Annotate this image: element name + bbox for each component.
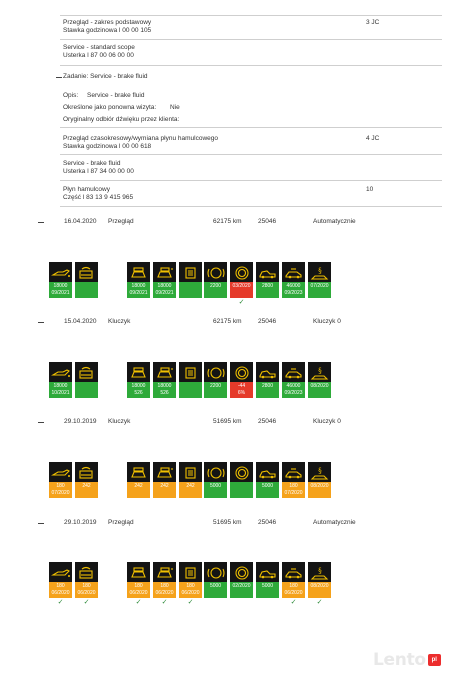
front-brake-pad-icon bbox=[127, 562, 150, 582]
status-value: 18000 bbox=[131, 383, 146, 389]
brake-disc-icon bbox=[204, 562, 227, 582]
status-value: 02/2020 bbox=[232, 583, 251, 589]
service-status bbox=[127, 582, 150, 598]
service-status bbox=[282, 482, 305, 498]
check-mark-icon: ✓ bbox=[290, 599, 297, 606]
status-value: 06/2020 bbox=[155, 589, 174, 596]
svg-text:§: § bbox=[317, 366, 322, 375]
inspection-icon bbox=[308, 262, 331, 282]
service-box bbox=[153, 562, 176, 598]
service-status bbox=[230, 582, 253, 598]
service-box bbox=[49, 362, 72, 398]
vehicle-check-icon bbox=[256, 262, 279, 282]
svg-text:§: § bbox=[317, 266, 322, 275]
brake-fluid-icon bbox=[230, 562, 253, 582]
brake-disc-icon bbox=[204, 262, 227, 282]
record-date: 29.10.2019 bbox=[64, 519, 97, 526]
status-value: 526 bbox=[160, 389, 169, 396]
item-sub: Usterka l 87 00 06 00 00 bbox=[63, 52, 134, 59]
status-value: 242 bbox=[82, 483, 91, 489]
service-box bbox=[204, 362, 227, 398]
service-box bbox=[179, 462, 202, 498]
service-status bbox=[308, 482, 331, 498]
status-value: 180 bbox=[56, 483, 65, 489]
item-sub: Stawka godzinowa l 00 00 618 bbox=[63, 143, 152, 150]
status-value: 2200 bbox=[209, 383, 222, 389]
desc-value: Service - brake fluid bbox=[87, 92, 145, 99]
service-box bbox=[308, 562, 331, 598]
service-status bbox=[308, 582, 331, 598]
item-sub: Stawka godzinowa l 00 00 105 bbox=[63, 27, 152, 34]
service-status bbox=[75, 582, 98, 598]
record-date: 16.04.2020 bbox=[64, 218, 97, 225]
service-status bbox=[179, 582, 202, 598]
vehicle-check-icon bbox=[256, 562, 279, 582]
status-value: 18000 bbox=[53, 283, 68, 289]
vehicle-check-icon bbox=[256, 362, 279, 382]
item-sub: Usterka l 87 34 00 00 00 bbox=[63, 168, 134, 175]
brake-fluid-icon bbox=[230, 262, 253, 282]
service-status bbox=[75, 482, 98, 498]
status-value: 08/2020 bbox=[310, 483, 329, 489]
status-value: 5000 bbox=[261, 583, 274, 589]
item-qty: 3 JC bbox=[366, 19, 380, 26]
service-box bbox=[204, 262, 227, 298]
oil-level-icon bbox=[75, 362, 98, 382]
service-box bbox=[75, 362, 98, 398]
service-status bbox=[75, 382, 98, 398]
status-value: 18000 bbox=[53, 383, 68, 389]
service-box bbox=[75, 262, 98, 298]
record-code: 25046 bbox=[258, 519, 277, 526]
record-collapse-toggle[interactable] bbox=[38, 523, 44, 524]
service-box bbox=[127, 362, 150, 398]
item-title: Płyn hamulcowy bbox=[63, 186, 110, 193]
desc-label: Opis: bbox=[63, 92, 79, 99]
service-box bbox=[179, 362, 202, 398]
microfilter-icon bbox=[179, 562, 202, 582]
rear-brake-pad-icon bbox=[153, 362, 176, 382]
rear-brake-pad-icon bbox=[153, 462, 176, 482]
oil-level-icon bbox=[75, 562, 98, 582]
service-box bbox=[49, 262, 72, 298]
revisit-value: Nie bbox=[170, 104, 180, 111]
check-mark-icon: ✓ bbox=[238, 299, 245, 306]
item-title: Przegląd czasokresowy/wymiana płynu hamulcowego bbox=[63, 135, 218, 142]
item-sub: Część l 83 13 9 415 965 bbox=[63, 194, 134, 201]
record-km: 62175 km bbox=[213, 318, 242, 325]
status-value: 09/2021 bbox=[129, 289, 148, 296]
service-status bbox=[153, 482, 176, 498]
status-value: 18000 bbox=[157, 283, 172, 289]
brake-disc-icon bbox=[204, 362, 227, 382]
microfilter-icon bbox=[179, 262, 202, 282]
status-value: 5000 bbox=[209, 583, 222, 589]
service-box bbox=[282, 462, 305, 498]
status-value: 06/2020 bbox=[181, 589, 200, 596]
check-mark-icon: ✓ bbox=[135, 599, 142, 606]
status-value: 180 bbox=[56, 583, 65, 589]
record-type: Kluczyk bbox=[108, 418, 131, 425]
microfilter-icon bbox=[179, 462, 202, 482]
service-status bbox=[308, 382, 331, 398]
service-status bbox=[230, 482, 253, 498]
status-value: 07/2020 bbox=[51, 489, 70, 496]
status-value: 526 bbox=[134, 389, 143, 396]
brake-disc-icon bbox=[204, 462, 227, 482]
task-title: Zadanie: Service - brake fluid bbox=[63, 73, 148, 80]
status-value: 180 bbox=[289, 483, 298, 489]
service-status bbox=[127, 282, 150, 298]
check-mark-icon: ✓ bbox=[83, 599, 90, 606]
status-value: 2200 bbox=[209, 283, 222, 289]
record-km: 51695 km bbox=[213, 519, 242, 526]
record-extra: Automatycznie bbox=[313, 218, 356, 225]
service-status bbox=[204, 382, 227, 398]
service-status bbox=[282, 582, 305, 598]
service-status bbox=[204, 582, 227, 598]
service-box bbox=[256, 562, 279, 598]
service-status bbox=[282, 382, 305, 398]
service-box bbox=[230, 362, 253, 398]
spark-plug-icon bbox=[282, 562, 305, 582]
status-value: 180 bbox=[82, 583, 91, 589]
spark-plug-icon bbox=[282, 462, 305, 482]
service-status bbox=[49, 582, 72, 598]
status-value: 09/2023 bbox=[284, 289, 303, 296]
svg-text:§: § bbox=[317, 566, 322, 575]
service-status bbox=[127, 482, 150, 498]
status-value: 180 bbox=[289, 583, 298, 589]
spark-plug-icon bbox=[282, 262, 305, 282]
acknowledgement-label: Oryginalny odbiór dźwięku przez klienta: bbox=[63, 116, 180, 123]
service-status bbox=[204, 282, 227, 298]
record-extra: Automatycznie bbox=[313, 519, 356, 526]
brake-fluid-icon bbox=[230, 362, 253, 382]
brake-fluid-icon bbox=[230, 462, 253, 482]
status-value: 08/2020 bbox=[310, 383, 329, 389]
status-value: 06/2020 bbox=[77, 589, 96, 596]
service-box bbox=[127, 562, 150, 598]
record-date: 29.10.2019 bbox=[64, 418, 97, 425]
record-date: 15.04.2020 bbox=[64, 318, 97, 325]
item-title: Service - standard scope bbox=[63, 44, 135, 51]
service-status bbox=[282, 282, 305, 298]
microfilter-icon bbox=[179, 362, 202, 382]
service-box bbox=[75, 462, 98, 498]
oil-level-icon bbox=[75, 462, 98, 482]
rear-brake-pad-icon bbox=[153, 562, 176, 582]
check-mark-icon: ✓ bbox=[187, 599, 194, 606]
service-box bbox=[153, 362, 176, 398]
engine-oil-icon bbox=[49, 562, 72, 582]
status-value: 242 bbox=[160, 483, 169, 489]
record-extra: Kluczyk 0 bbox=[313, 418, 341, 425]
svg-text:§: § bbox=[317, 466, 322, 475]
service-box bbox=[282, 562, 305, 598]
item-title: Przegląd - zakres podstawowy bbox=[63, 19, 152, 26]
service-box bbox=[230, 562, 253, 598]
revisit-label: Określone jako ponowna wizyta: bbox=[63, 104, 157, 111]
service-box bbox=[256, 362, 279, 398]
status-value: -44 bbox=[237, 383, 246, 389]
engine-oil-icon bbox=[49, 362, 72, 382]
status-value: 08/2020 bbox=[310, 583, 329, 589]
service-status bbox=[204, 482, 227, 498]
record-type: Kluczyk bbox=[108, 318, 131, 325]
service-box bbox=[256, 262, 279, 298]
engine-oil-icon bbox=[49, 262, 72, 282]
check-mark-icon: ✓ bbox=[57, 599, 64, 606]
status-value: 2800 bbox=[261, 383, 274, 389]
item-qty: 10 bbox=[366, 186, 374, 193]
item-qty: 4 JC bbox=[366, 135, 380, 142]
service-status bbox=[153, 382, 176, 398]
record-code: 25046 bbox=[258, 318, 277, 325]
service-box bbox=[49, 462, 72, 498]
service-box bbox=[179, 262, 202, 298]
record-code: 25046 bbox=[258, 418, 277, 425]
record-collapse-toggle[interactable] bbox=[38, 322, 44, 323]
rear-brake-pad-icon bbox=[153, 262, 176, 282]
service-box bbox=[308, 462, 331, 498]
service-box bbox=[127, 462, 150, 498]
service-box bbox=[127, 262, 150, 298]
engine-oil-icon bbox=[49, 462, 72, 482]
status-value: 09/2021 bbox=[51, 289, 70, 296]
service-status bbox=[179, 282, 202, 298]
status-value: 2800 bbox=[261, 283, 274, 289]
item-title: Service - brake fluid bbox=[63, 160, 121, 167]
record-type: Przegląd bbox=[108, 218, 134, 225]
service-status bbox=[256, 482, 279, 498]
front-brake-pad-icon bbox=[127, 262, 150, 282]
collapse-toggle[interactable] bbox=[56, 77, 62, 78]
status-value: 09/2023 bbox=[284, 389, 303, 396]
service-box bbox=[308, 262, 331, 298]
record-collapse-toggle[interactable] bbox=[38, 422, 44, 423]
status-value: 06/2020 bbox=[129, 589, 148, 596]
service-status bbox=[179, 382, 202, 398]
status-value: 6% bbox=[237, 389, 246, 396]
logo-word: Lento bbox=[373, 650, 426, 670]
inspection-icon bbox=[308, 362, 331, 382]
status-value: 46000 bbox=[286, 283, 301, 289]
oil-level-icon bbox=[75, 262, 98, 282]
lento-logo bbox=[373, 648, 441, 672]
service-status bbox=[153, 282, 176, 298]
record-km: 62175 km bbox=[213, 218, 242, 225]
status-value: 09/2021 bbox=[155, 289, 174, 296]
status-value: 180 bbox=[134, 583, 143, 589]
service-status bbox=[230, 282, 253, 298]
service-box bbox=[282, 362, 305, 398]
record-type: Przegląd bbox=[108, 519, 134, 526]
record-km: 51695 km bbox=[213, 418, 242, 425]
service-status bbox=[127, 382, 150, 398]
spark-plug-icon bbox=[282, 362, 305, 382]
service-box bbox=[282, 262, 305, 298]
check-mark-icon: ✓ bbox=[161, 599, 168, 606]
status-value: 07/2020 bbox=[284, 489, 303, 496]
status-value: 5000 bbox=[209, 483, 222, 489]
record-collapse-toggle[interactable] bbox=[38, 222, 44, 223]
status-value: 180 bbox=[186, 583, 195, 589]
service-box bbox=[230, 462, 253, 498]
service-status bbox=[256, 582, 279, 598]
record-code: 25046 bbox=[258, 218, 277, 225]
service-status bbox=[49, 482, 72, 498]
status-value: 46000 bbox=[286, 383, 301, 389]
status-value: 180 bbox=[160, 583, 169, 589]
service-box bbox=[204, 562, 227, 598]
service-status bbox=[153, 582, 176, 598]
status-value: 18000 bbox=[131, 283, 146, 289]
check-mark-icon: ✓ bbox=[316, 599, 323, 606]
service-status bbox=[179, 482, 202, 498]
status-value: 06/2020 bbox=[51, 589, 70, 596]
status-value: 242 bbox=[186, 483, 195, 489]
status-value: 18000 bbox=[157, 383, 172, 389]
status-value: 10/2021 bbox=[51, 389, 70, 396]
service-box bbox=[204, 462, 227, 498]
service-box bbox=[230, 262, 253, 298]
service-status bbox=[256, 382, 279, 398]
front-brake-pad-icon bbox=[127, 462, 150, 482]
logo-badge: pl bbox=[428, 654, 441, 666]
record-extra: Kluczyk 0 bbox=[313, 318, 341, 325]
status-value: 242 bbox=[134, 483, 143, 489]
status-value: 03/2020 bbox=[232, 283, 251, 289]
inspection-icon bbox=[308, 462, 331, 482]
service-box bbox=[153, 262, 176, 298]
service-status bbox=[49, 282, 72, 298]
service-box bbox=[49, 562, 72, 598]
service-box bbox=[308, 362, 331, 398]
service-status bbox=[308, 282, 331, 298]
status-value: 07/2020 bbox=[310, 283, 329, 289]
vehicle-check-icon bbox=[256, 462, 279, 482]
service-status bbox=[256, 282, 279, 298]
front-brake-pad-icon bbox=[127, 362, 150, 382]
service-status bbox=[49, 382, 72, 398]
inspection-icon bbox=[308, 562, 331, 582]
service-status bbox=[230, 382, 253, 398]
service-box bbox=[256, 462, 279, 498]
service-status bbox=[75, 282, 98, 298]
status-value: 06/2020 bbox=[284, 589, 303, 596]
service-box bbox=[179, 562, 202, 598]
service-box bbox=[75, 562, 98, 598]
status-value: 5000 bbox=[261, 483, 274, 489]
service-box bbox=[153, 462, 176, 498]
